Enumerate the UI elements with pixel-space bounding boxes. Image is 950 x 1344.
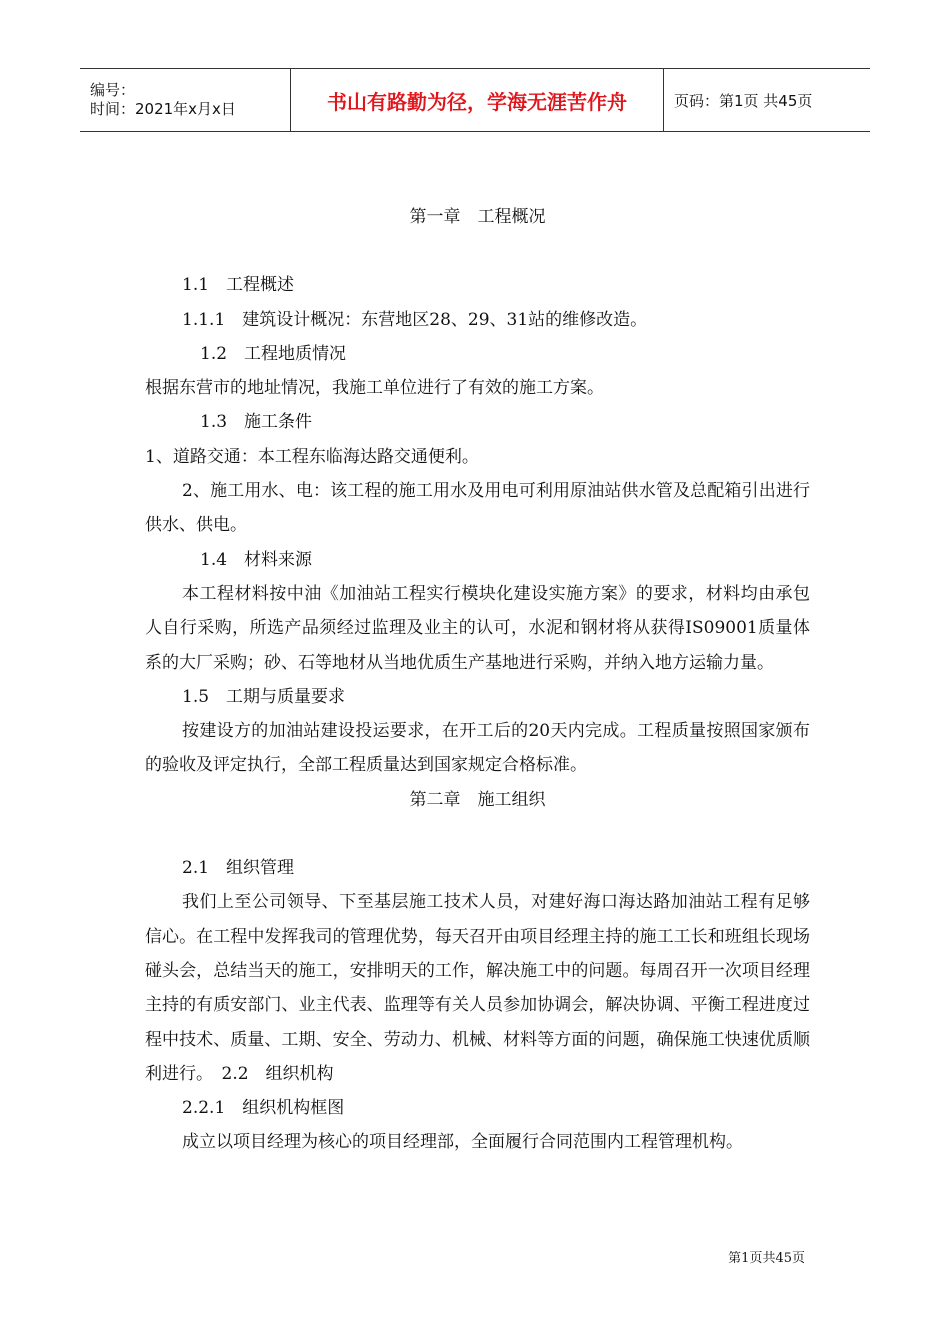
chapter-heading-2: 第二章 施工组织: [409, 789, 546, 810]
section-heading: 1.4 材料来源: [200, 549, 313, 570]
time-label: 时间：2021年x月x日: [90, 100, 236, 118]
paragraph: 1、道路交通：本工程东临海达路交通便利。: [145, 446, 479, 467]
section-heading: 1.1 工程概述: [182, 275, 295, 296]
section-heading: 1.5 工期与质量要求: [182, 686, 346, 707]
section-heading: 2.2.1 组织机构框图: [182, 1098, 345, 1119]
page-code: 页码：第1页 共45页: [674, 91, 813, 110]
paragraph: 根据东营市的地址情况，我施工单位进行了有效的施工方案。: [145, 378, 604, 399]
section-heading: 1.1.1 建筑设计概况：东营地区28、29、31站的维修改造。: [182, 309, 648, 330]
document-body: [145, 200, 810, 1160]
paragraph: 本工程材料按中油《加油站工程实行模块化建设实施方案》的要求，材料均由承包人自行采购，所选产品须经过监理及业主的认可，水泥和钢材将从获得IS09001质量体系的大厂采购；砂、石等地材从当地优质生产基地进行采购，并纳入地方运输力量。: [145, 583, 810, 673]
number-label: 编号：: [90, 81, 136, 99]
paragraph: 我们上至公司领导、下至基层施工技术人员，对建好海口海达路加油站工程有足够信心。在工程中发挥我司的管理优势，每天召开由项目经理主持的施工工长和班组长现场碰头会，总结当天的施工，安排明天的工作，解决施工中的问题。每周召开一次项目经理主持的有质安部门、业主代表、监理等有关人员参加协调会，解决协调、平衡工程进度过程中技术、质量、工期、安全、劳动力、机械、材料等方面的问题，确保施工快速优质顺利进行。 2.2 组织机构: [145, 892, 810, 1084]
section-heading: 2.1 组织管理: [182, 858, 295, 879]
paragraph: 成立以项目经理为核心的项目经理部，全面履行合同范围内工程管理机构。: [182, 1132, 743, 1153]
section-heading: 1.2 工程地质情况: [200, 343, 347, 364]
page-header: [80, 68, 870, 132]
page-footer: 第1页共45页: [728, 1251, 805, 1266]
section-heading: 1.3 施工条件: [200, 412, 313, 433]
header-meta: [80, 69, 291, 131]
chapter-heading-1: 第一章 工程概况: [409, 207, 546, 227]
motto: 书山有路勤为径，学海无涯苦作舟: [291, 69, 664, 131]
paragraph: 2、施工用水、电：该工程的施工用水及用电可利用原油站供水管及总配箱引出进行供水、供电。: [145, 481, 810, 536]
paragraph: 按建设方的加油站建设投运要求，在开工后的20天内完成。工程质量按照国家颁布的验收及评定执行，全部工程质量达到国家规定合格标准。: [145, 721, 810, 776]
